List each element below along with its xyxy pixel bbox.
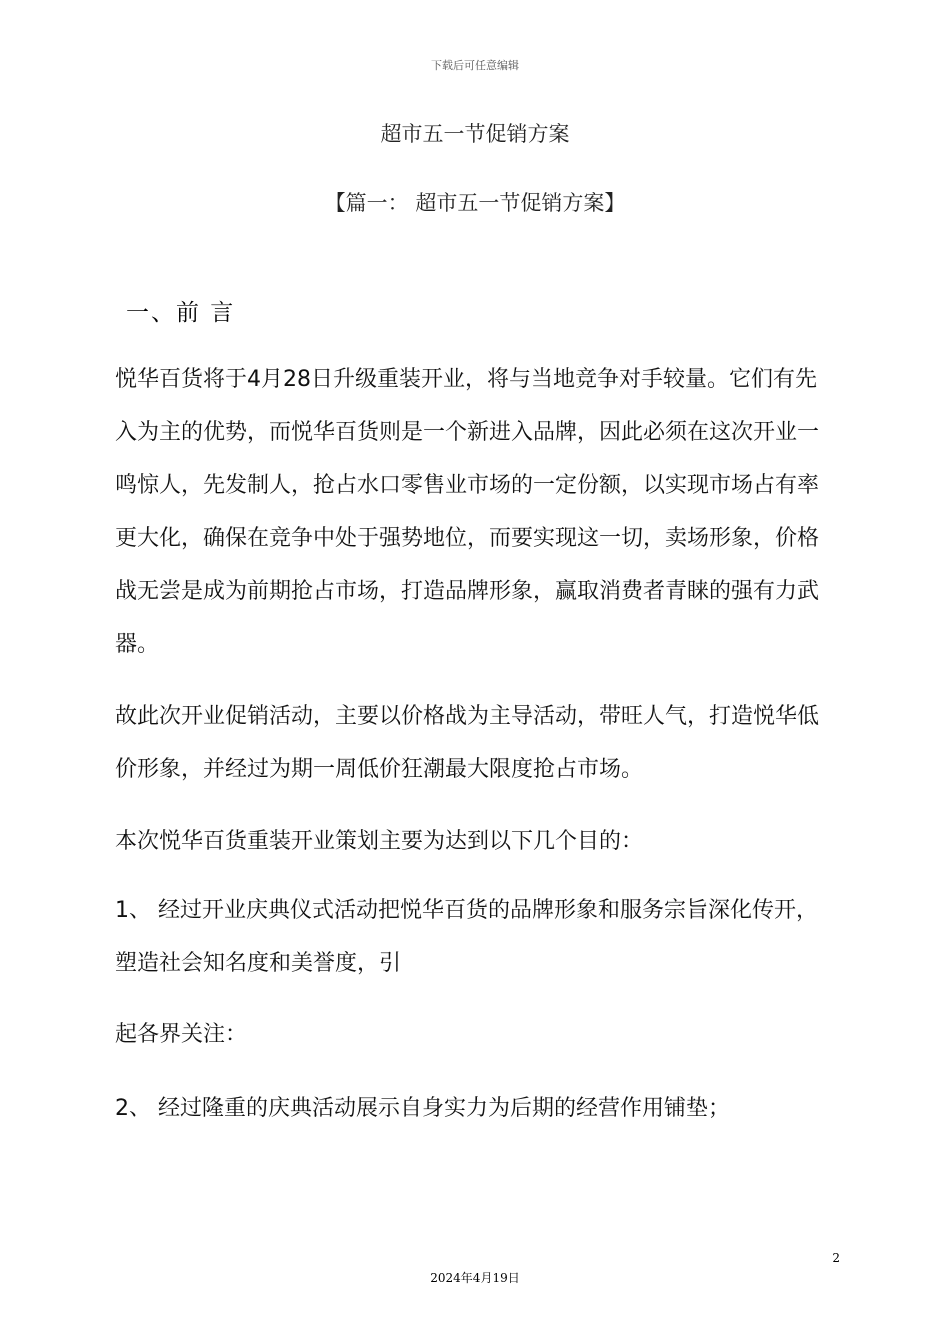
section-heading-preface: 一、前 言 [126, 300, 236, 326]
paragraph-intro: 悦华百货将于4月28日升级重装开业，将与当地竞争对手较量。它们有先入为主的优势，而悦华百货则是一个新进入品牌，因此必须在这次开业一鸣惊人，先发制人，抢占水口零售业市场的一定份额，以实现市场占有率更大化，确保在竞争中处于强势地位，而要实现这一切，卖场形象，价格战无尝是成为前期抢占市场，打造品牌形象，赢取消费者青睐的强有力武器。 [115, 367, 820, 657]
list-item-goal-1: 1、 经过开业庆典仪式活动把悦华百货的品牌形象和服务宗旨深化传开，塑造社会知名度和美誉度，引 [115, 898, 818, 976]
page-header-note: 下载后可任意编辑 [431, 59, 519, 72]
page-footer-date: 2024年4月19日 [430, 1271, 520, 1285]
document-subtitle: 【篇一： 超市五一节促销方案】 [324, 191, 626, 215]
paragraph-goals-intro: 本次悦华百货重装开业策划主要为达到以下几个目的： [115, 829, 644, 854]
document-title: 超市五一节促销方案 [380, 122, 570, 146]
paragraph-promotion: 故此次开业促销活动，主要以价格战为主导活动，带旺人气，打造悦华低价形象，并经过为期一周低价狂潮最大限度抢占市场。 [115, 704, 820, 782]
page-number: 2 [832, 1251, 840, 1265]
paragraph-continuation: 起各界关注： [115, 1022, 248, 1047]
list-item-goal-2: 2、 经过隆重的庆典活动展示自身实力为后期的经营作用铺垫； [115, 1096, 730, 1121]
